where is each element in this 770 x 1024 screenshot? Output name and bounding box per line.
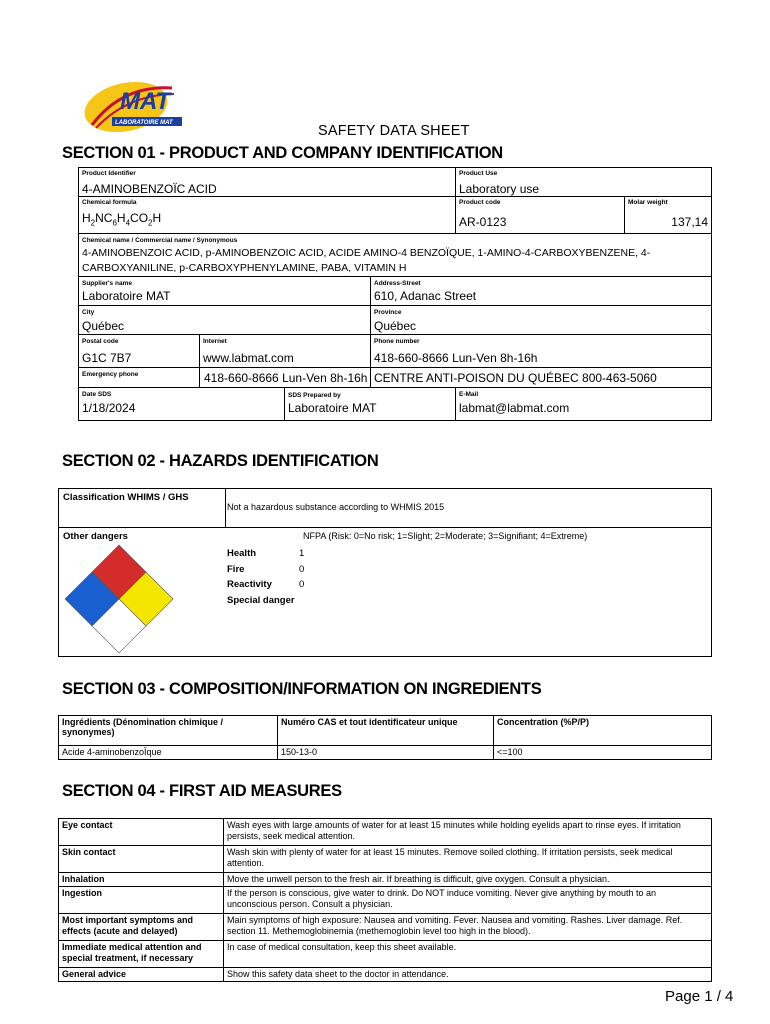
fire-value: 0 bbox=[299, 563, 305, 575]
province-value: Québec bbox=[374, 319, 417, 333]
other-dangers-row bbox=[58, 527, 712, 657]
prepared-cell bbox=[284, 387, 456, 421]
section-03-title: SECTION 03 - COMPOSITION/INFORMATION ON INGREDIENTS bbox=[62, 680, 542, 698]
first-aid-table bbox=[58, 818, 712, 982]
province-label: Province bbox=[374, 309, 402, 316]
medical-attention-text: In case of medical consultation, keep this sheet available. bbox=[224, 941, 712, 968]
company-logo bbox=[82, 80, 182, 135]
product-use-value: Laboratory use bbox=[459, 182, 540, 196]
postal-cell bbox=[78, 334, 200, 368]
table-row bbox=[59, 819, 712, 846]
date-value: 1/18/2024 bbox=[82, 401, 136, 415]
city-value: Québec bbox=[82, 319, 125, 333]
cas-number: 150-13-0 bbox=[278, 746, 494, 760]
concentration-value: <=100 bbox=[494, 746, 712, 760]
page-number: Page 1 / 4 bbox=[665, 988, 734, 1005]
nfpa-rating-labels bbox=[227, 546, 295, 608]
classification-label: Classification WHIMS / GHS bbox=[63, 492, 189, 503]
internet-label: Internet bbox=[203, 338, 227, 345]
logo-main-text: MAT bbox=[120, 88, 171, 115]
skin-contact-label: Skin contact bbox=[59, 846, 224, 873]
internet-link[interactable]: www.labmat.com bbox=[203, 351, 294, 365]
ingredients-table bbox=[58, 715, 712, 760]
postal-label: Postal code bbox=[82, 338, 119, 345]
prepared-label: SDS Prepared by bbox=[288, 392, 341, 399]
logo-graphic bbox=[82, 80, 182, 135]
product-code-value: AR-0123 bbox=[459, 215, 507, 229]
emergency-phone-value: 418-660-8666 Lun-Ven 8h-16h bbox=[204, 371, 368, 385]
province-cell bbox=[370, 305, 712, 335]
doc-title: SAFETY DATA SHEET bbox=[318, 123, 470, 139]
table-row bbox=[59, 873, 712, 887]
address-value: 610, Adanac Street bbox=[374, 289, 477, 303]
symptoms-label: Most important symptoms and effects (acute and delayed) bbox=[59, 914, 224, 941]
nfpa-diamond bbox=[63, 543, 175, 655]
chemical-formula-value: $H_2NC_6H_4CO_2H$ bbox=[82, 211, 162, 228]
date-cell bbox=[78, 387, 285, 421]
supplier-label: Supplier's name bbox=[82, 280, 132, 287]
eye-contact-label: Eye contact bbox=[59, 819, 224, 846]
emergency-center-value: CENTRE ANTI-POISON DU QUÉBEC 800-463-5060 bbox=[374, 371, 657, 385]
chemical-name-cell bbox=[78, 233, 712, 277]
molar-weight-value: 137,14 bbox=[671, 215, 708, 229]
table-row bbox=[59, 941, 712, 968]
nfpa-legend: NFPA (Risk: 0=No risk; 1=Slight; 2=Moderate; 3=Signifiant; 4=Extreme) bbox=[303, 531, 588, 541]
product-identifier-cell bbox=[78, 167, 456, 197]
ingestion-text: If the person is conscious, give water to drink. Do NOT induce vomiting. Never give anything by mouth to an unconscious person. Consult a physician. bbox=[224, 887, 712, 914]
concentration-header: Concentration (%P/P) bbox=[494, 716, 712, 746]
molar-weight-label: Molar weight bbox=[628, 199, 668, 206]
email-link[interactable]: labmat@labmat.com bbox=[459, 401, 570, 415]
section-04-title: SECTION 04 - FIRST AID MEASURES bbox=[62, 782, 342, 800]
table-row bbox=[59, 887, 712, 914]
skin-contact-text: Wash skin with plenty of water for at least 15 minutes. Remove soiled clothing. If irritation persists, seek medical attention. bbox=[224, 846, 712, 873]
ingestion-label: Ingestion bbox=[59, 887, 224, 914]
address-label: Address-Street bbox=[374, 280, 421, 287]
other-dangers-label: Other dangers bbox=[63, 531, 128, 542]
ingredients-header-row bbox=[59, 716, 712, 746]
general-advice-label: General advice bbox=[59, 968, 224, 982]
table-row bbox=[59, 846, 712, 873]
product-identifier-value: 4-AMINOBENZOÏC ACID bbox=[82, 182, 217, 196]
fire-label: Fire bbox=[227, 563, 245, 575]
medical-attention-label: Immediate medical attention and special treatment, if necessary bbox=[59, 941, 224, 968]
table-row bbox=[59, 746, 712, 760]
health-value: 1 bbox=[299, 548, 305, 559]
product-code-cell bbox=[455, 196, 625, 234]
product-code-label: Product code bbox=[459, 199, 501, 206]
classification-row bbox=[58, 488, 712, 528]
emergency-center-cell bbox=[370, 367, 712, 388]
phone-cell bbox=[370, 334, 712, 368]
ingredients-header: Ingrédients (Dénomination chimique / synonymes) bbox=[59, 716, 278, 746]
city-label: City bbox=[82, 309, 95, 316]
chemical-name-label: Chemical name / Commercial name / Synonymous bbox=[82, 237, 238, 244]
email-label: E-Mail bbox=[459, 391, 479, 398]
product-use-cell bbox=[455, 167, 712, 197]
product-use-label: Product Use bbox=[459, 170, 498, 177]
phone-label: Phone number bbox=[374, 338, 420, 345]
city-cell bbox=[78, 305, 371, 335]
chemical-formula-cell bbox=[78, 196, 456, 234]
health-label: Health bbox=[227, 548, 257, 559]
postal-value: G1C 7B7 bbox=[82, 351, 132, 365]
cas-header: Numéro CAS et tout identificateur unique bbox=[278, 716, 494, 746]
classification-divider bbox=[225, 489, 226, 527]
eye-contact-text: Wash eyes with large amounts of water for at least 15 minutes while holding eyelids apart to rinse eyes. If irritation persists, seek medical attention. bbox=[224, 819, 712, 846]
table-row bbox=[59, 914, 712, 941]
nfpa-rating-values bbox=[299, 546, 304, 593]
prepared-value: Laboratoire MAT bbox=[288, 401, 377, 415]
inhalation-label: Inhalation bbox=[59, 873, 224, 887]
table-row bbox=[59, 968, 712, 982]
date-label: Date SDS bbox=[82, 391, 112, 398]
section-02-title: SECTION 02 - HAZARDS IDENTIFICATION bbox=[62, 452, 379, 470]
emergency-label-cell bbox=[78, 367, 200, 388]
email-cell bbox=[455, 387, 712, 421]
section-01-title: SECTION 01 - PRODUCT AND COMPANY IDENTIFICATION bbox=[62, 144, 503, 162]
reactivity-label: Reactivity bbox=[227, 579, 272, 590]
emergency-label: Emergency phone bbox=[82, 371, 139, 378]
special-danger-label: Special danger bbox=[227, 594, 295, 606]
address-cell bbox=[370, 276, 712, 306]
emergency-phone-cell bbox=[199, 367, 371, 388]
symptoms-text: Main symptoms of high exposure: Nausea and vomiting. Fever. Nausea and vomiting. Rashes. Liver damage. Ref. section 11. Methemoglobinemia (methemoglobin level too high in the blood). bbox=[224, 914, 712, 941]
product-identifier-label: Product Identifier bbox=[82, 170, 136, 177]
general-advice-text: Show this safety data sheet to the doctor in attendance. bbox=[224, 968, 712, 982]
ingredient-name: Acide 4-aminobenzoÏque bbox=[59, 746, 278, 760]
phone-value: 418-660-8666 Lun-Ven 8h-16h bbox=[374, 351, 538, 365]
classification-value: Not a hazardous substance according to WHMIS 2015 bbox=[227, 502, 445, 512]
chemical-formula-label: Chemical formula bbox=[82, 199, 137, 206]
molar-weight-cell bbox=[624, 196, 712, 234]
chemical-name-value: 4-AMINOBENZOIC ACID, p-AMINOBENZOIC ACID, ACIDE AMINO-4 BENZOÏQUE, 1-AMINO-4-CARBOXYBENZENE, 4- CARBOXYANILINE, p-CARBOXYPHENYLAMINE, PABA, VITAMIN H bbox=[82, 247, 651, 274]
supplier-cell bbox=[78, 276, 371, 306]
logo-sub-text: LABORATOIRE MAT bbox=[115, 120, 173, 126]
reactivity-value: 0 bbox=[299, 579, 305, 590]
internet-cell bbox=[199, 334, 371, 368]
inhalation-text: Move the unwell person to the fresh air. If breathing is difficult, give oxygen. Consult a physician. bbox=[224, 873, 712, 887]
supplier-value: Laboratoire MAT bbox=[82, 289, 171, 303]
